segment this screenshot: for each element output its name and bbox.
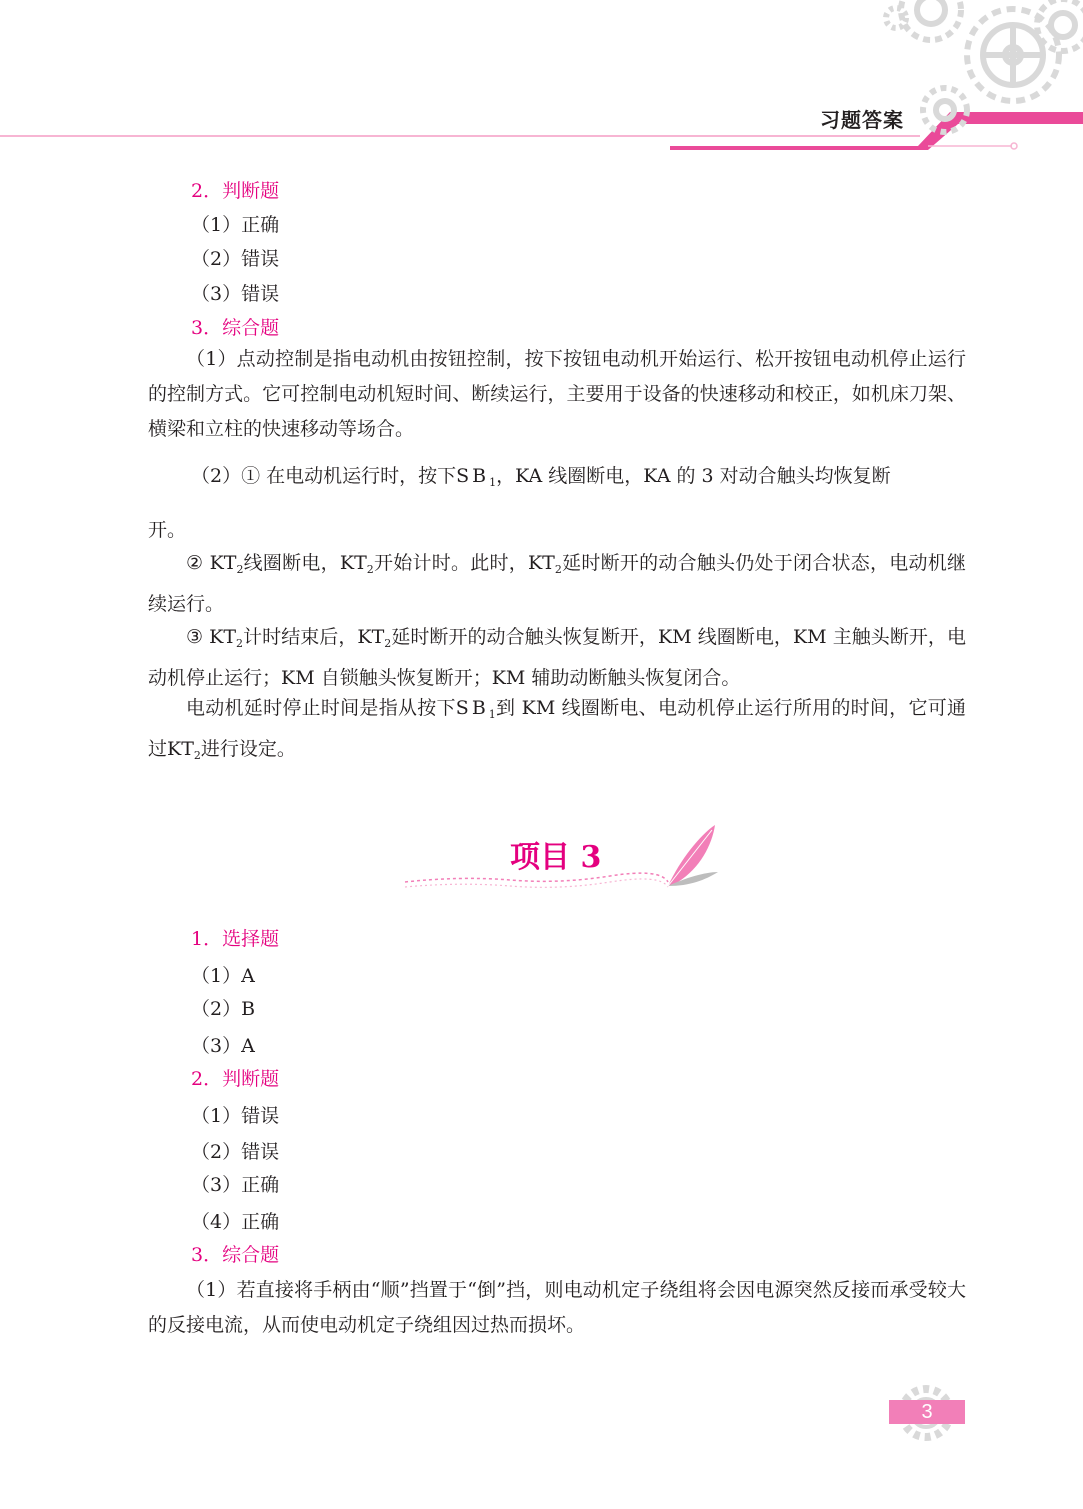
list-item: （3）A <box>191 1035 255 1057</box>
choice-heading: 1．选择题 <box>191 928 280 950</box>
list-item: （3）正确 <box>191 1174 280 1196</box>
header-title: 习题答案 <box>820 108 904 132</box>
answer-paragraph-4: ③ $KT_2$计时结束后，$KT_2$延时断开的动合触头恢复断开，KM 线圈断电，KM 主触头断开，电动机停止运行；KM 自锁触头恢复断开；KM 辅助动断触头恢复闭合。 <box>148 626 966 689</box>
project-title: 项目 3 <box>510 840 602 875</box>
symbol-sb: SB <box>456 465 490 487</box>
answer-paragraph-1: （1）点动控制是指电动机由按钮控制，按下按钮电动机开始运行、松开按钮电动机停止运行的控制方式。它可控制电动机短时间、断续运行，主要用于设备的快速移动和校正，如机床刀架、横梁和立柱的快速移动等场合。 <box>148 348 966 440</box>
list-item: （1）正确 <box>191 214 280 236</box>
comprehensive-heading: 3．综合题 <box>191 1244 280 1266</box>
list-item: （2）错误 <box>191 1141 280 1163</box>
judge-heading: 2．判断题 <box>191 1068 280 1090</box>
answer-paragraph-2-end: 开。 <box>148 519 187 541</box>
list-item: （3）错误 <box>191 283 280 305</box>
judge-heading: 2．判断题 <box>191 180 280 202</box>
list-item: （4）正确 <box>191 1211 280 1233</box>
answer-paragraph-5: 电动机延时停止时间是指从按下$SB_1$到 KM 线圈断电、电动机停止运行所用的时间，它可通过$KT_2$进行设定。 <box>148 697 966 762</box>
answer-paragraph: （1）若直接将手柄由“顺”挡置于“倒”挡，则电动机定子绕组将会因电源突然反接而承受较大的反接电流，从而使电动机定子绕组因过热而损坏。 <box>148 1279 966 1336</box>
list-item: （1）A <box>191 965 255 987</box>
page-number: 3 <box>889 1400 965 1424</box>
answer-paragraph-2: （2）① 在电动机运行时，按下$SB_1$，KA 线圈断电，KA 的 3 对动合触头均恢复断 <box>191 465 891 489</box>
comprehensive-heading: 3．综合题 <box>191 317 280 339</box>
answer-paragraph-3: ② $KT_2$线圈断电，$KT_2$开始计时。此时，$KT_2$延时断开的动合触头仍处于闭合状态，电动机继续运行。 <box>148 552 966 615</box>
list-item: （1）错误 <box>191 1105 280 1127</box>
list-item: （2）B <box>191 998 256 1020</box>
list-item: （2）错误 <box>191 248 280 270</box>
